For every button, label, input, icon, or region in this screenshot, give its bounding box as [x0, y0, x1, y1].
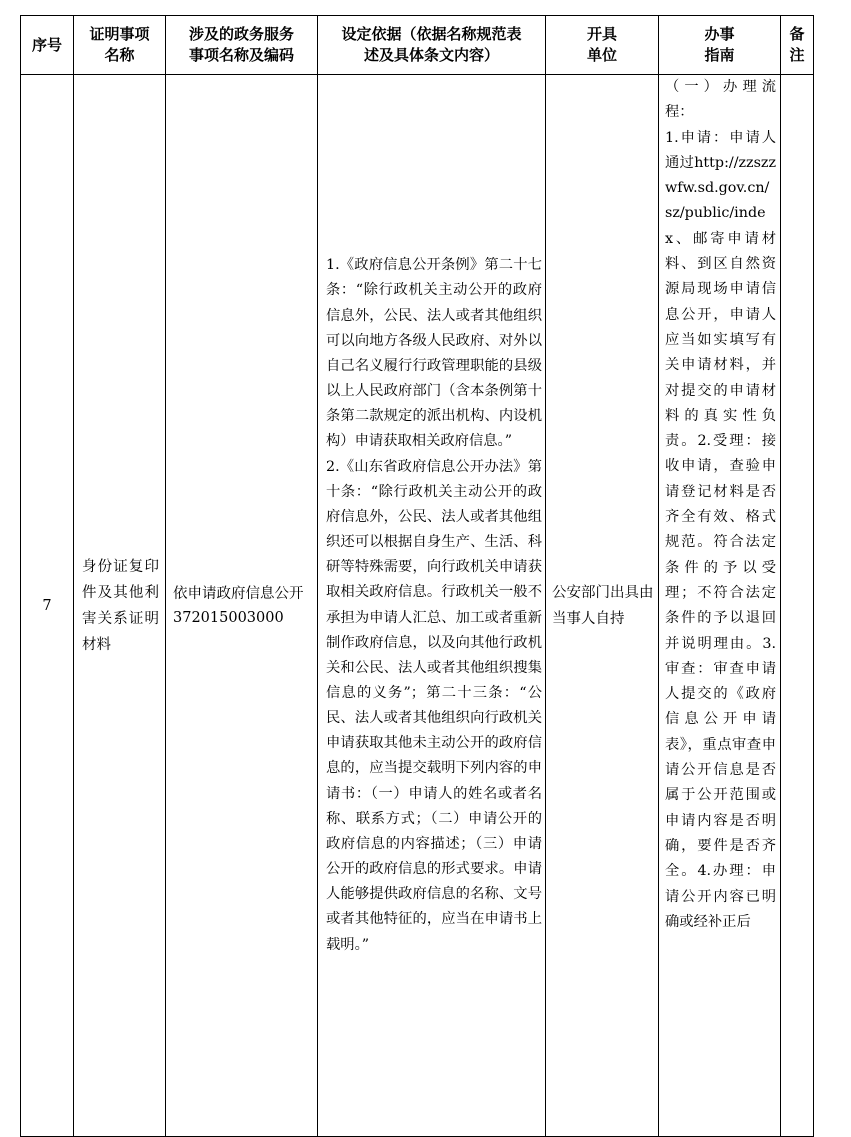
guide-title: （一）办理流程： — [665, 79, 776, 121]
certificate-items-table — [20, 15, 814, 1137]
legal-basis-1: 1.《政府信息公开条例》第二十七条：“除行政机关主动公开的政府信息外，公民、法人或者其他组织可以向地方各级人民政府、对外以自己名义履行行政管理职能的县级以上人民政府部门（含本条例第十条第二款规定的派出机构、内设机构）申请获取相关政府信息。” — [326, 257, 542, 450]
header-certificate-name: 证明事项 名称 — [74, 16, 166, 75]
row-serial-number: 7 — [21, 75, 74, 1137]
table-row — [21, 75, 814, 1137]
header-service-guide: 办事 指南 — [659, 16, 781, 75]
row-service-guide — [659, 75, 781, 1137]
row-issuing-unit: 公安部门出具由当事人自持 — [546, 75, 659, 1137]
service-name: 依申请政府信息公开 — [173, 585, 304, 602]
row-certificate-name: 身份证复印件及其他利害关系证明材料 — [74, 75, 166, 1137]
header-remarks: 备 注 — [781, 16, 814, 75]
guide-body: 1.申请：申请人通过http://zzszzwfw.sd.gov.cn/sz/public/index、邮寄申请材料、到区自然资源局现场申请信息公开，申请人应当如实填写有关申请材料，并对提交的申请材料的真实性负责。2.受理：接收申请，查验申请登记材料是否齐全有效、格式规范。符合法定条件的予以受理；不符合法定条件的予以退回并说明理由。3.审查：审查申请人提交的《政府信息公开申请表》，重点审查申请公开信息是否属于公开范围或申请内容是否明确，要件是否齐全。4.办理：申请公开内容已明确或经补正后 — [665, 129, 776, 930]
header-serial-number: 序号 — [21, 16, 74, 75]
header-service-item: 涉及的政务服务 事项名称及编码 — [166, 16, 318, 75]
header-legal-basis: 设定依据（依据名称规范表 述及具体条文内容） — [318, 16, 546, 75]
row-legal-basis — [318, 75, 546, 1137]
header-issuing-unit: 开具 单位 — [546, 16, 659, 75]
legal-basis-2: 2.《山东省政府信息公开办法》第十条：“除行政机关主动公开的政府信息外，公民、法人或者其他组织还可以根据自身生产、生活、科研等特殊需要，向行政机关申请获取相关政府信息。行政机关一般不承担为申请人汇总、加工或者重新制作政府信息，以及向其他行政机关和公民、法人或者其他组织搜集信息的义务”；第二十三条：“公民、法人或者其他组织向行政机关申请获取其他未主动公开的政府信息的，应当提交载明下列内容的申请书：（一）申请人的姓名或者名称、联系方式；（二）申请公开的政府信息的内容描述；（三）申请公开的政府信息的形式要求。申请人能够提供政府信息的名称、文号或者其他特征的，应当在申请书上载明。” — [326, 458, 542, 953]
row-remarks — [781, 75, 814, 1137]
row-service-item — [166, 75, 318, 1137]
header-row — [21, 16, 814, 75]
service-code: 372015003000 — [173, 609, 284, 626]
